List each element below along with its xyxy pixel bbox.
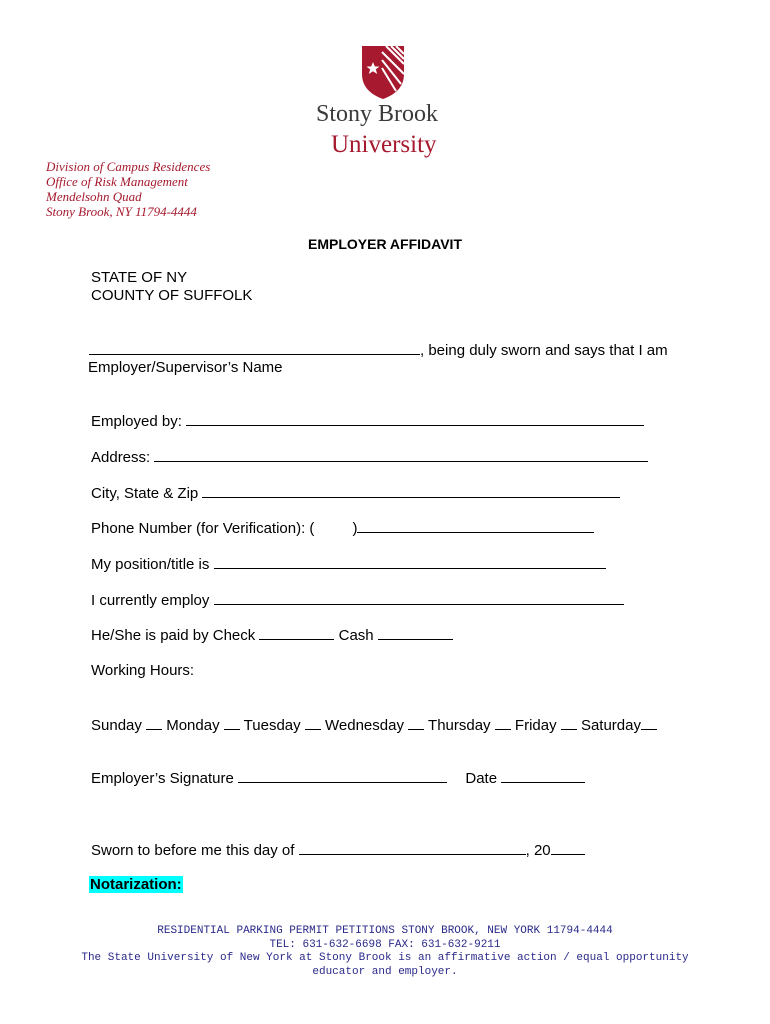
position-label: My position/title is [91, 556, 210, 573]
check-field[interactable] [259, 626, 334, 640]
address-row [91, 448, 648, 466]
notarization-label: Notarization: [90, 876, 182, 893]
university-name-line1: Stony Brook [316, 101, 439, 127]
day-tuesday-label: Tuesday [243, 717, 301, 734]
day-sunday-field[interactable] [146, 716, 162, 730]
signature-label: Employer’s Signature [91, 770, 234, 787]
day-friday-label: Friday [514, 717, 557, 734]
phone-paren-close: ) [352, 520, 358, 537]
year-prefix: , 20 [525, 842, 551, 859]
employ-field[interactable] [214, 591, 624, 605]
day-wednesday-field[interactable] [408, 716, 424, 730]
days-row [91, 716, 657, 734]
state-label: STATE OF NY [91, 269, 188, 286]
employed-by-row [91, 412, 644, 430]
address-line-city: Stony Brook, NY 11794-4444 [46, 204, 197, 219]
day-saturday-label: Saturday [580, 717, 641, 734]
day-monday-field[interactable] [224, 716, 240, 730]
working-hours-label: Working Hours: [91, 662, 195, 679]
employ-row [91, 591, 624, 609]
paid-by-check-label: He/She is paid by Check [91, 627, 256, 644]
employed-by-field[interactable] [186, 412, 644, 426]
day-thursday-field[interactable] [495, 716, 511, 730]
day-thursday-label: Thursday [428, 717, 491, 734]
county-label: COUNTY OF SUFFOLK [91, 287, 253, 304]
employed-by-label: Employed by: [91, 413, 182, 430]
employer-name-field[interactable] [89, 341, 420, 355]
city-state-zip-field[interactable] [202, 484, 620, 498]
address-line-quad: Mendelsohn Quad [46, 189, 142, 204]
signature-row [91, 769, 585, 787]
address-field[interactable] [154, 448, 648, 462]
cash-field[interactable] [378, 626, 453, 640]
day-friday-field[interactable] [561, 716, 577, 730]
sworn-statement-row [89, 341, 668, 359]
sworn-before-row [91, 841, 585, 859]
address-line-division: Division of Campus Residences [46, 159, 211, 174]
university-name-line2: University [331, 131, 437, 158]
day-saturday-field[interactable] [641, 716, 657, 730]
sworn-day-field[interactable] [299, 841, 526, 855]
city-state-zip-label: City, State & Zip [91, 485, 199, 502]
sworn-before-label: Sworn to before me this day of [91, 842, 295, 859]
phone-number-field[interactable] [357, 519, 594, 533]
position-row [91, 555, 606, 573]
footer-line3: The State University of New York at Stony Brook is an affirmative action / equal opportunity [81, 952, 689, 964]
day-monday-label: Monday [166, 717, 220, 734]
signature-field[interactable] [238, 769, 447, 783]
footer-line1: RESIDENTIAL PARKING PERMIT PETITIONS STONY BROOK, NEW YORK 11794-4444 [157, 925, 613, 937]
day-sunday-label: Sunday [91, 717, 142, 734]
cash-label: Cash [338, 627, 374, 644]
position-field[interactable] [214, 555, 606, 569]
date-label: Date [465, 770, 498, 787]
day-tuesday-field[interactable] [305, 716, 321, 730]
phone-label: Phone Number (for Verification): ( [91, 520, 315, 537]
address-line-office: Office of Risk Management [46, 174, 188, 189]
employ-label: I currently employ [91, 592, 210, 609]
city-state-zip-row [91, 484, 620, 502]
day-wednesday-label: Wednesday [325, 717, 404, 734]
sworn-statement-text: , being duly sworn and says that I am [420, 342, 668, 359]
footer-line4: educator and employer. [312, 966, 458, 978]
university-shield-logo [360, 44, 406, 100]
address-label: Address: [91, 449, 151, 466]
phone-row [91, 519, 594, 537]
footer-line2: TEL: 631-632-6698 FAX: 631-632-9211 [269, 939, 501, 951]
year-field[interactable] [551, 841, 585, 855]
employer-name-caption: Employer/Supervisor’s Name [88, 359, 283, 376]
paid-by-row [91, 626, 453, 644]
page-title: EMPLOYER AFFIDAVIT [308, 236, 462, 252]
date-field[interactable] [501, 769, 585, 783]
